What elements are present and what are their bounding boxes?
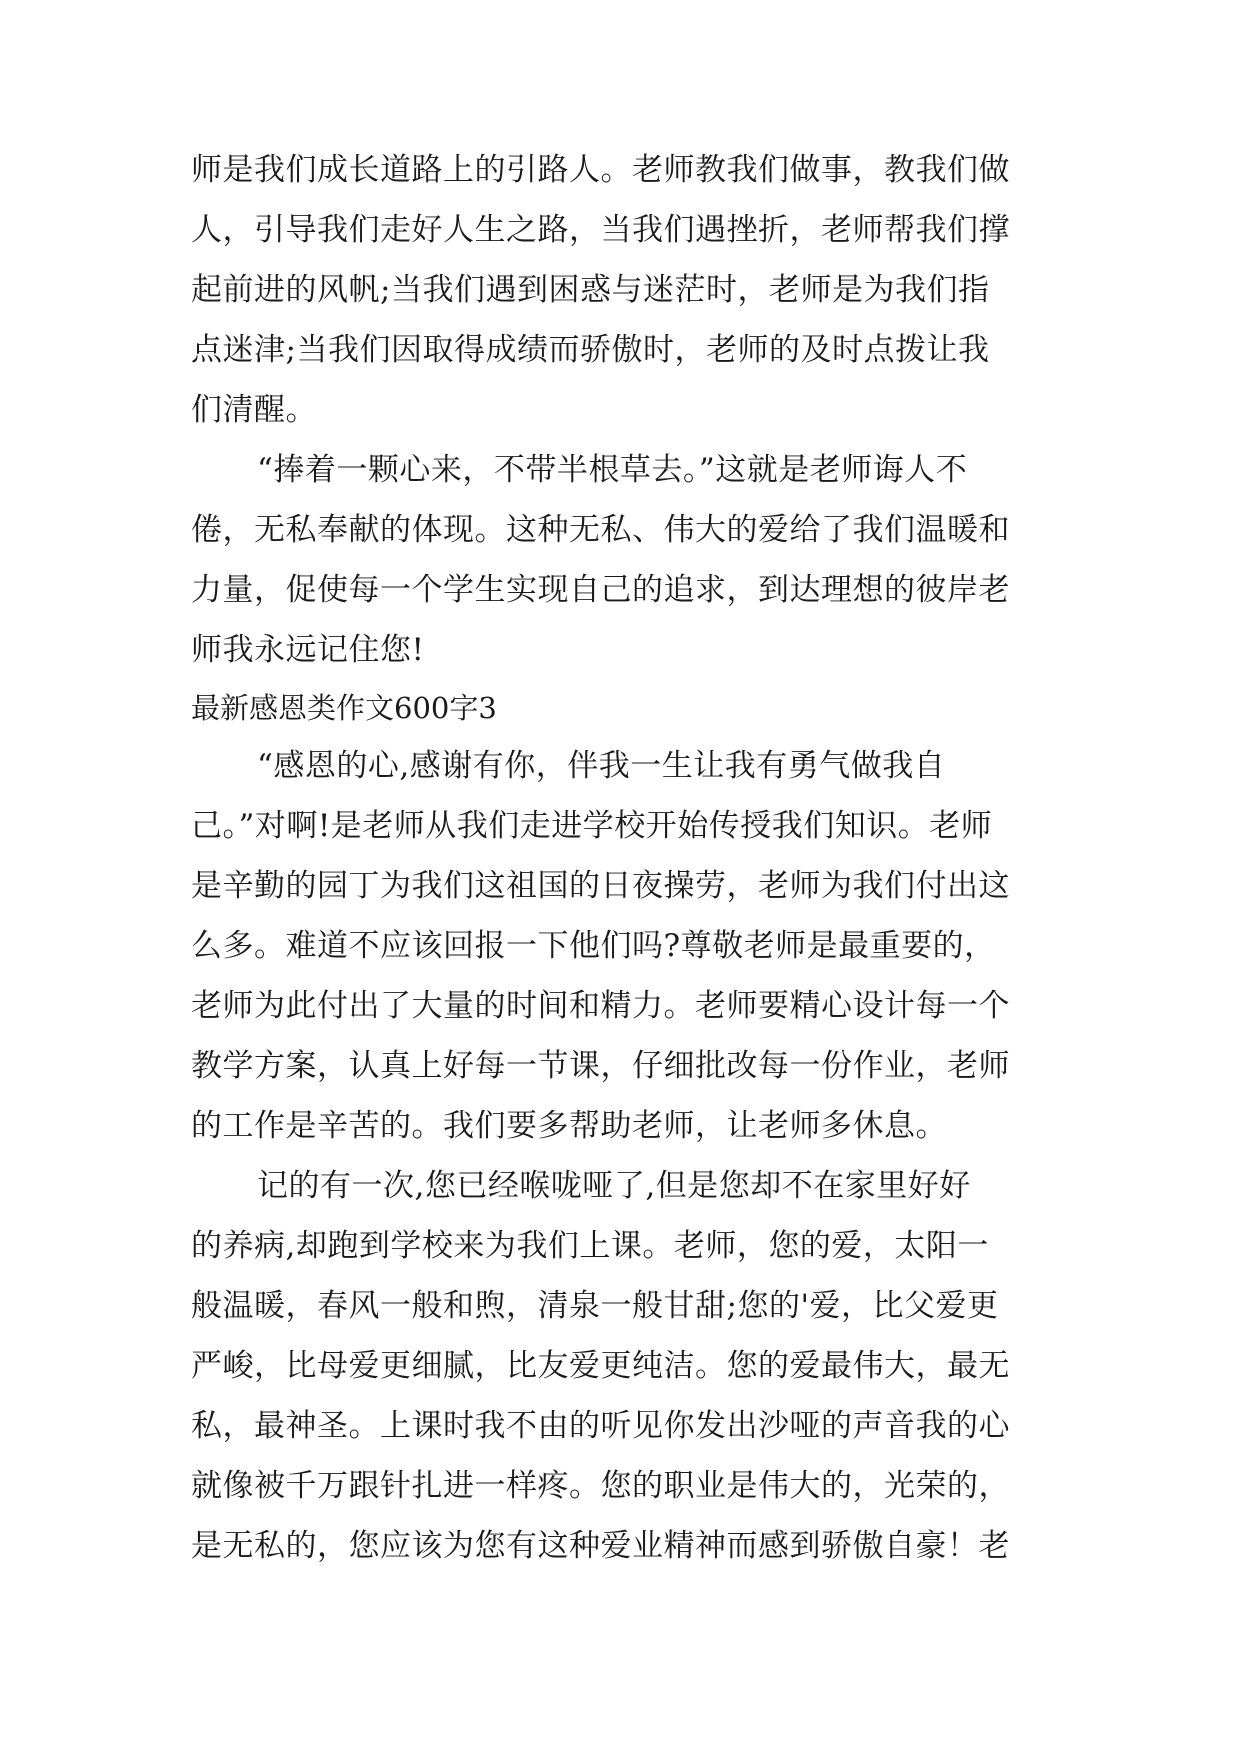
text-line: “感恩的心,感谢有你，伴我一生让我有勇气做我自 — [257, 748, 946, 784]
document-body — [191, 140, 1071, 1576]
text-line: 起前进的风帆;当我们遇到困惑与迷茫时，老师是为我们指 — [191, 272, 990, 308]
text-line: 己。”对啊!是老师从我们走进学校开始传授我们知识。老师 — [191, 808, 993, 844]
text-line: 师我永远记住您! — [191, 632, 425, 668]
text-line: 般温暖，春风一般和煦，清泉一般甘甜;您的'爱，比父爱更 — [191, 1288, 999, 1324]
text-line: 人，引导我们走好人生之路，当我们遇挫折，老师帮我们撑 — [191, 212, 1010, 248]
text-line: 老师为此付出了大量的时间和精力。老师要精心设计每一个 — [191, 988, 1010, 1024]
text-line: 就像被千万跟针扎进一样疼。您的职业是伟大的，光荣的， — [191, 1468, 1010, 1504]
paragraph-2 — [191, 440, 1071, 680]
text-line: 的养病,却跑到学校来为我们上课。老师，您的爱，太阳一 — [191, 1228, 989, 1264]
text-line: 严峻，比母爱更细腻，比友爱更纯洁。您的爱最伟大，最无 — [191, 1348, 1010, 1384]
text-line: 倦，无私奉献的体现。这种无私、伟大的爱给了我们温暖和 — [191, 512, 1010, 548]
text-line: 记的有一次,您已经喉咙哑了,但是您却不在家里好好 — [257, 1168, 971, 1204]
text-line: 是无私的，您应该为您有这种爱业精神而感到骄傲自豪！老 — [191, 1528, 1010, 1564]
text-line: 力量，促使每一个学生实现自己的追求，到达理想的彼岸老 — [191, 572, 1010, 608]
paragraph-3 — [191, 736, 1071, 1156]
text-line: 是辛勤的园丁为我们这祖国的日夜操劳，老师为我们付出这 — [191, 868, 1010, 904]
paragraph-4 — [191, 1156, 1071, 1576]
text-line: “捧着一颗心来，不带半根草去。”这就是老师诲人不 — [257, 452, 968, 488]
text-line: 教学方案，认真上好每一节课，仔细批改每一份作业，老师 — [191, 1048, 1010, 1084]
text-line: 师是我们成长道路上的引路人。老师教我们做事，教我们做 — [191, 152, 1010, 188]
text-line: 么多。难道不应该回报一下他们吗?尊敬老师是最重要的， — [191, 928, 996, 964]
text-line: 的工作是辛苦的。我们要多帮助老师，让老师多休息。 — [191, 1108, 947, 1144]
text-line: 点迷津;当我们因取得成绩而骄傲时，老师的及时点拨让我 — [191, 332, 990, 368]
section-heading: 最新感恩类作文600字3 — [191, 691, 497, 725]
paragraph-1 — [191, 140, 1071, 440]
text-line: 私，最神圣。上课时我不由的听见你发出沙哑的声音我的心 — [191, 1408, 1010, 1444]
text-line: 们清醒。 — [191, 392, 317, 428]
